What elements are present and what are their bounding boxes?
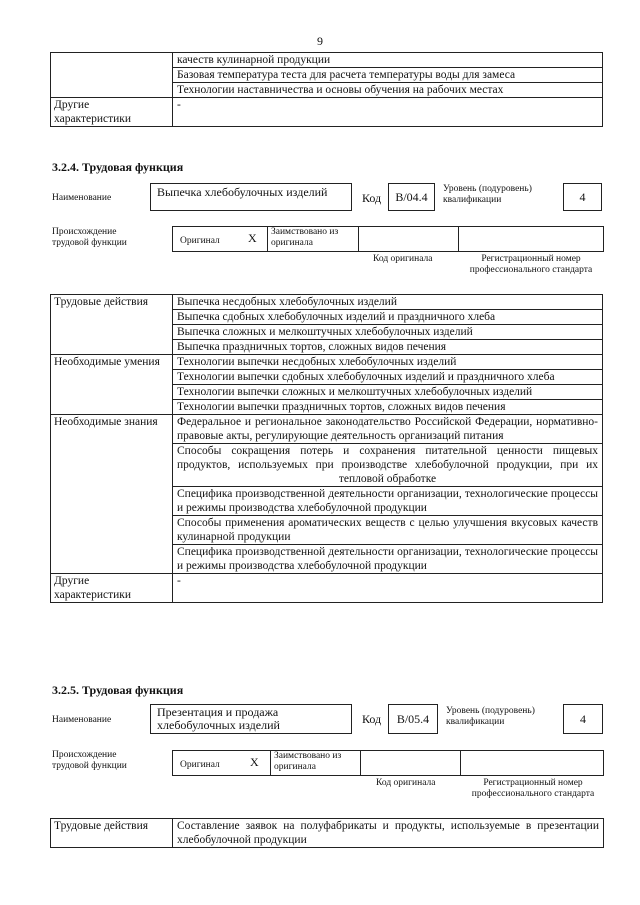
row-label: Необходимые знания <box>51 415 173 574</box>
origin-label: Происхождение трудовой функции <box>52 227 127 248</box>
borrowed-label: Заимствовано из оригинала <box>274 751 342 772</box>
table-cell: Технологии выпечки несдобных хлебобулочных изделий <box>173 355 603 370</box>
table-cell: Составление заявок на полуфабрикаты и продукты, используемые в презентации хлебобулочной продукции <box>173 819 604 848</box>
name-label: Наименование <box>52 715 112 725</box>
original-label: Оригинал <box>180 760 220 770</box>
origin-box <box>172 226 604 252</box>
table-cell: Способы сокращения потерь и сохранения питательной ценности пищевых продуктов, используемых при производстве хлебобулочной продукции, при их тепловой обработке <box>173 444 603 487</box>
code-box <box>388 183 435 211</box>
row-label: Трудовые действия <box>51 295 173 355</box>
function-name: Презентация и продажа хлебобулочных изделий <box>157 705 280 732</box>
reg-number-label: Регистрационный номер профессионального стандарта <box>471 778 595 799</box>
table-cell: Выпечка сдобных хлебобулочных изделий и праздничного хлеба <box>173 310 603 325</box>
row-label: Другие характеристики <box>51 574 173 603</box>
code-original-label: Код оригинала <box>373 254 433 264</box>
reg-number-label: Регистрационный номер профессионального стандарта <box>469 254 593 275</box>
code-label: Код <box>362 191 382 205</box>
table-row <box>51 355 603 370</box>
divider <box>267 226 268 252</box>
table-row <box>51 819 604 848</box>
table-cell: Выпечка несдобных хлебобулочных изделий <box>173 295 603 310</box>
table-cell: Технологии наставничества и основы обучения на рабочих местах <box>173 83 603 98</box>
table-cell: Федеральное и региональное законодательство Российской Федерации, нормативно-правовые акты, регулирующие деятельность организаций питания <box>173 415 603 444</box>
table-cell: Специфика производственной деятельности организации, технологические процессы и режимы производства хлебобулочной продукции <box>173 487 603 516</box>
origin-box <box>172 750 604 776</box>
divider <box>458 226 459 252</box>
top-continuation-table <box>50 52 603 127</box>
table-cell: Базовая температура теста для расчета температуры воды для замеса <box>173 68 603 83</box>
code-value: B/05.4 <box>396 711 430 726</box>
divider <box>270 750 271 776</box>
table-cell: - <box>173 574 603 603</box>
table-row <box>51 415 603 444</box>
origin-label: Происхождение трудовой функции <box>52 750 127 771</box>
original-mark: X <box>248 231 257 245</box>
row-label: Другие характеристики <box>51 98 173 127</box>
table-cell: Технологии выпечки сложных и мелкоштучных хлебобулочных изделий <box>173 385 603 400</box>
divider <box>360 750 361 776</box>
row-label <box>51 53 173 98</box>
level-value: 4 <box>580 711 586 726</box>
function-name-box <box>150 704 352 734</box>
table-row <box>51 98 603 127</box>
table-cell: Выпечка праздничных тортов, сложных видов печения <box>173 340 603 355</box>
section-title: 3.2.5. Трудовая функция <box>52 683 184 697</box>
table-cell: Способы применения ароматических веществ с целью улучшения вкусовых качеств кулинарной продукции <box>173 516 603 545</box>
function-325-table <box>50 818 604 848</box>
level-box <box>563 183 602 211</box>
table-cell: Выпечка сложных и мелкоштучных хлебобулочных изделий <box>173 325 603 340</box>
borrowed-label: Заимствовано из оригинала <box>271 227 339 248</box>
table-cell: Технологии выпечки сдобных хлебобулочных изделий и праздничного хлеба <box>173 370 603 385</box>
table-cell: Технологии выпечки праздничных тортов, сложных видов печения <box>173 400 603 415</box>
level-label: Уровень (подуровень) квалификации <box>443 184 532 205</box>
function-name-box <box>150 183 352 211</box>
name-label: Наименование <box>52 193 112 203</box>
table-cell: - <box>173 98 603 127</box>
level-label: Уровень (подуровень) квалификации <box>446 706 535 727</box>
level-box <box>563 704 603 734</box>
code-value: B/04.4 <box>395 189 428 204</box>
table-row <box>51 574 603 603</box>
code-label: Код <box>362 712 382 726</box>
code-box <box>388 704 438 734</box>
row-label: Необходимые умения <box>51 355 173 415</box>
function-324-table <box>50 294 603 603</box>
row-label: Трудовые действия <box>51 819 173 848</box>
table-row <box>51 295 603 310</box>
code-original-label: Код оригинала <box>376 778 436 788</box>
divider <box>358 226 359 252</box>
section-title: 3.2.4. Трудовая функция <box>52 160 184 174</box>
original-label: Оригинал <box>180 236 220 246</box>
divider <box>460 750 461 776</box>
table-cell: качеств кулинарной продукции <box>173 53 603 68</box>
level-value: 4 <box>579 189 586 204</box>
page-number: 9 <box>317 34 323 48</box>
table-cell: Специфика производственной деятельности организации, технологические процессы и режимы производства хлебобулочной продукции <box>173 545 603 574</box>
original-mark: X <box>250 755 259 769</box>
function-name: Выпечка хлебобулочных изделий <box>157 185 328 199</box>
table-row <box>51 53 603 68</box>
